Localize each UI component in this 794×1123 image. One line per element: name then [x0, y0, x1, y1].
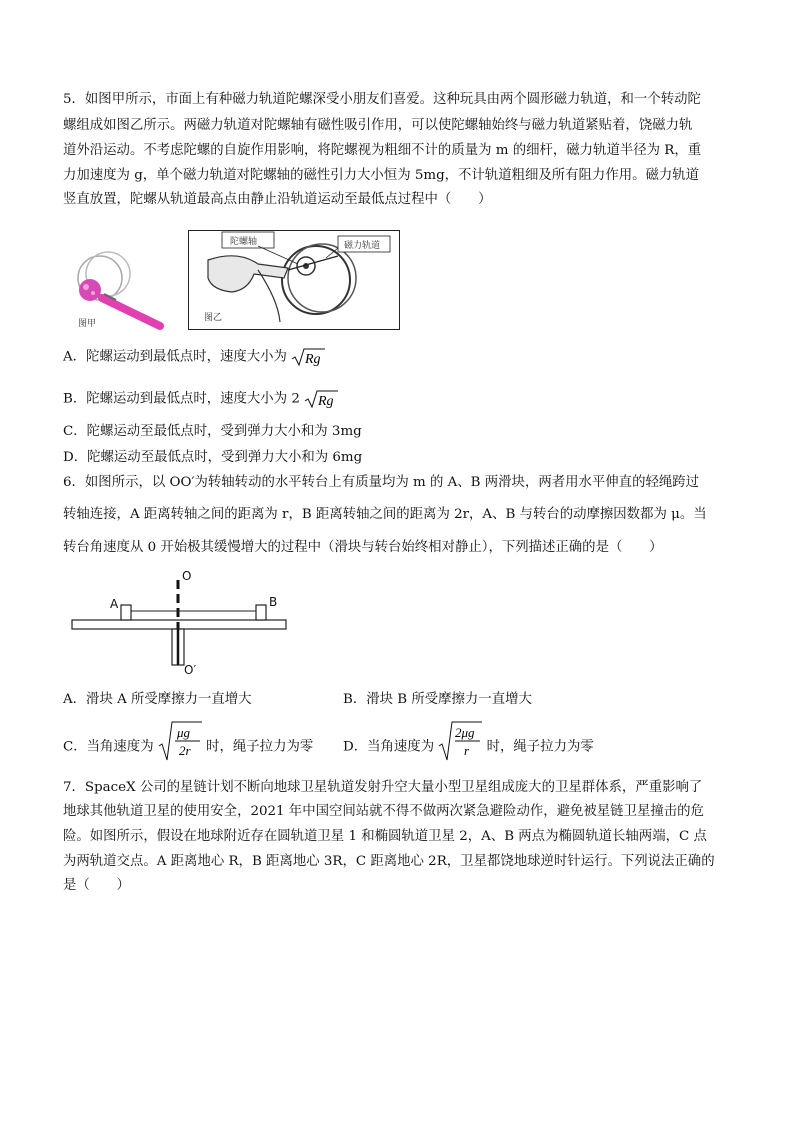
sqrt-fraction-icon	[158, 720, 202, 762]
figure-b-track-photo	[188, 230, 400, 330]
label-o-top: O	[182, 569, 192, 583]
q7-line-3: 险。如图所示，假设在地球附近存在圆轨道卫星 1 和椭圆轨道卫星 2，A、B 两点为椭圆轨道长轴两端，C 点	[63, 829, 707, 844]
q5-option-b-text: B．陀螺运动到最低点时，速度大小为 2	[63, 391, 300, 407]
figure-a-caption: 图甲	[78, 319, 97, 329]
q7-line-1: 7．SpaceX 公司的星链计划不断向地球卫星轨道发射升空大量小型卫星组成庞大的卫星群体系，严重影响了	[63, 780, 703, 795]
sqrt-symbol-icon	[291, 347, 325, 367]
q6-option-c-suffix: 时，绳子拉力为零	[206, 739, 314, 755]
q5-line-1: 5．如图甲所示，市面上有种磁力轨道陀螺深受小朋友们喜爱。这种玩具由两个圆形磁力轨道，和一个转动陀	[63, 92, 701, 107]
q5-option-a[interactable]	[63, 347, 325, 368]
q7-line-4: 为两轨道交点。A 距离地心 R，B 距离地心 3R，C 距离地心 2R，卫星都饶地球逆时针运行。下列说法正确的	[63, 854, 715, 869]
q6-option-d-suffix: 时，绳子拉力为零	[486, 739, 594, 755]
q5-option-d[interactable]: D．陀螺运动至最低点时，受到弹力大小和为 6mg	[63, 450, 363, 465]
q7-line-5: 是（ ）	[63, 878, 130, 893]
q6-option-d-numerator: 2μg	[455, 725, 475, 740]
figure-a-magnetic-top	[68, 240, 178, 332]
q6-option-b[interactable]: B．滑块 B 所受摩擦力一直增大	[343, 692, 532, 707]
sqrt-symbol-icon	[304, 389, 338, 409]
q5-option-c[interactable]: C．陀螺运动至最低点时，受到弹力大小和为 3mg	[63, 424, 362, 439]
figure-turntable	[68, 566, 292, 678]
q5-option-b[interactable]	[63, 389, 338, 410]
q6-option-d[interactable]	[343, 725, 594, 762]
q6-option-c-text: C．当角速度为	[63, 739, 154, 755]
figure-b-label-axis: 陀螺轴	[230, 237, 258, 247]
q5-option-a-radicand: Rg	[305, 352, 321, 367]
q5-option-b-radicand: Rg	[318, 394, 334, 409]
q6-option-d-text: D．当角速度为	[343, 739, 435, 755]
figure-b-caption: 图乙	[204, 313, 223, 323]
q6-option-a[interactable]: A．滑块 A 所受摩擦力一直增大	[63, 692, 252, 707]
q5-line-2: 螺组成如图乙所示。两磁力轨道对陀螺轴有磁性吸引作用，可以使陀螺轴始终与磁力轨道紧贴着，饶磁力轨	[63, 118, 693, 133]
slider-a	[121, 605, 131, 620]
q6-option-c-denominator: 2r	[178, 743, 191, 758]
q6-line-3: 转台角速度从 0 开始极其缓慢增大的过程中（滑块与转台始终相对静止），下列描述正确的是（ ）	[63, 540, 663, 555]
q5-line-5: 竖直放置，陀螺从轨道最高点由静止沿轨道运动至最低点过程中（ ）	[63, 192, 492, 207]
slider-b	[256, 605, 266, 620]
q5-option-a-text: A．陀螺运动到最低点时，速度大小为	[63, 349, 287, 365]
q6-line-1: 6．如图所示，以 OO′为转轴转动的水平转台上有质量均为 m 的 A、B 两滑块，两者用水平伸直的轻绳跨过	[63, 475, 700, 490]
label-b: B	[269, 595, 278, 609]
label-a: A	[110, 597, 119, 611]
figure-b-label-track: 磁力轨道	[344, 241, 381, 251]
q6-line-2: 转轴连接，A 距离转轴之间的距离为 r，B 距离转轴之间的距离为 2r，A、B 与转台的动摩擦因数都为 μ。当	[63, 507, 707, 522]
sqrt-fraction-icon	[438, 720, 482, 762]
q5-line-3: 道外沿运动。不考虑陀螺的自旋作用影响，将陀螺视为粗细不计的质量为 m 的细杆，磁力轨道半径为 R，重	[63, 143, 702, 158]
q5-line-4: 力加速度为 g，单个磁力轨道对陀螺轴的磁性引力大小恒为 5mg，不计轨道粗细及所有阻力作用。磁力轨道	[63, 168, 700, 183]
label-o-bottom: O′	[184, 663, 197, 677]
q6-option-c-numerator: μg	[176, 725, 190, 740]
q6-option-d-denominator: r	[464, 743, 470, 758]
q6-option-c[interactable]	[63, 725, 314, 762]
q7-line-2: 地球其他轨道卫星的使用安全，2021 年中国空间站就不得不做两次紧急避险动作，避免被星链卫星撞击的危	[63, 804, 704, 819]
